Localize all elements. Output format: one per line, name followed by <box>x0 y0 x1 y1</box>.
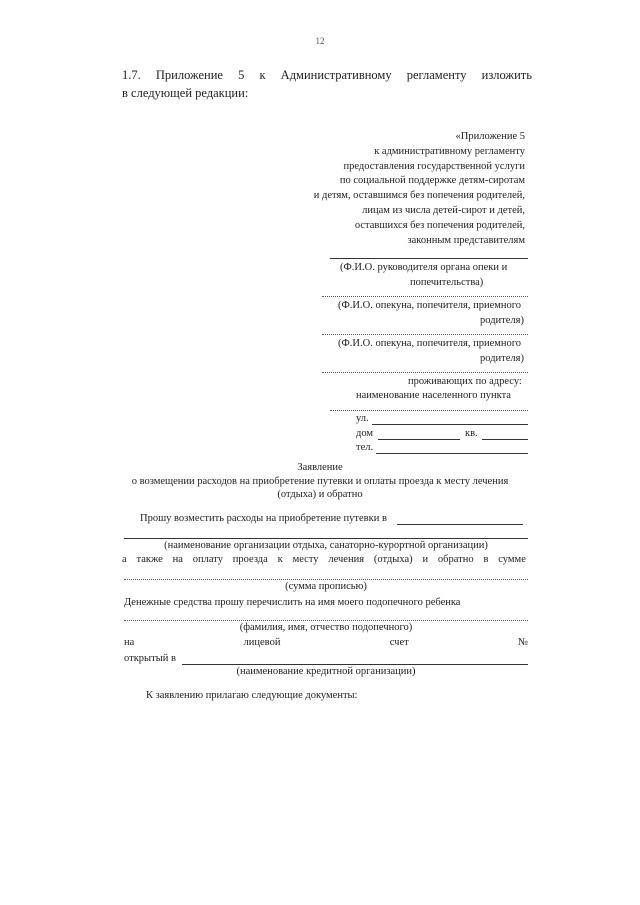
guardian-2-caption-1: (Ф.И.О. опекуна, попечителя, приемного <box>338 338 522 349</box>
house-line[interactable] <box>378 439 460 440</box>
guardian-1-caption-2: родителя) <box>480 315 524 326</box>
travel-word: в <box>483 554 489 565</box>
travel-word: проезда <box>232 554 268 565</box>
statement-subtitle-2: (отдыха) и обратно <box>277 489 363 500</box>
travel-word: оплату <box>192 554 223 565</box>
apt-line[interactable] <box>482 439 528 440</box>
travel-word: и <box>422 554 429 565</box>
intro-word: 1.7. <box>122 68 141 82</box>
sum-caption: (сумма прописью) <box>285 581 367 592</box>
guardian-1-line[interactable] <box>322 296 528 297</box>
head-caption-1: (Ф.И.О. руководителя органа опеки и <box>340 262 508 273</box>
attachments-label: К заявлению прилагаю следующие документы: <box>146 690 358 701</box>
intro-line-2: в следующей редакции: <box>122 86 249 100</box>
travel-word: также <box>136 554 163 565</box>
travel-word: месту <box>292 554 319 565</box>
intro-word: к <box>259 68 266 82</box>
ward-caption: (фамилия, имя, отчество подопечного) <box>239 622 413 633</box>
appendix-header <box>314 130 525 248</box>
travel-word: на <box>172 554 183 565</box>
appendix-header-line: предоставления государственной услуги <box>343 160 525 172</box>
intro-word: Приложение <box>155 68 223 82</box>
bank-caption: (наименование кредитной организации) <box>236 666 416 677</box>
guardian-1-caption-1: (Ф.И.О. опекуна, попечителя, приемного <box>338 300 522 311</box>
street-label: ул. <box>356 413 369 424</box>
apt-label: кв. <box>465 428 478 439</box>
account-word: № <box>517 637 528 648</box>
account-word: на <box>124 637 135 648</box>
travel-word: обратно <box>437 554 474 565</box>
settlement-line[interactable] <box>330 410 528 411</box>
travel-word: лечения <box>328 554 365 565</box>
org-line-2[interactable] <box>124 538 528 539</box>
intro-word: регламенту <box>406 68 467 82</box>
guardian-3-line[interactable] <box>322 372 528 373</box>
travel-word: (отдыха) <box>373 554 413 565</box>
guardian-2-caption-2: родителя) <box>480 353 524 364</box>
travel-word: к <box>277 554 283 565</box>
head-name-line[interactable] <box>330 258 528 259</box>
bank-line[interactable] <box>182 664 528 665</box>
phone-label: тел. <box>356 442 374 453</box>
appendix-header-line: к административному регламенту <box>374 145 525 157</box>
intro-word: Административному <box>280 68 392 82</box>
appendix-header-line: лицам из числа детей-сирот и детей, <box>362 204 525 216</box>
phone-line[interactable] <box>376 453 528 454</box>
appendix-header-line: и детям, оставшимся без попечения родителей, <box>313 190 525 202</box>
org-line-1[interactable] <box>397 524 523 525</box>
intro-word: 5 <box>238 68 245 82</box>
appendix-header-line: законным представителям <box>407 234 525 246</box>
head-caption-2: попечительства) <box>410 277 484 288</box>
intro-line-1 <box>122 68 532 83</box>
request-text: Прошу возместить расходы на приобретение путевки в <box>140 513 387 524</box>
residing-label: проживающих по адресу: <box>408 376 522 387</box>
org-caption: (наименование организации отдыха, санаторно-курортной организации) <box>164 540 488 551</box>
house-label: дом <box>356 428 374 439</box>
travel-word: а <box>122 554 127 565</box>
street-line[interactable] <box>372 424 528 425</box>
guardian-2-line[interactable] <box>322 334 528 335</box>
account-word: лицевой <box>243 637 281 648</box>
statement-subtitle-1: о возмещении расходов на приобретение путевки и оплаты проезда к месту лечения <box>131 476 509 487</box>
ward-line[interactable] <box>124 620 528 621</box>
appendix-header-line: «Приложение 5 <box>455 131 525 142</box>
statement-title: Заявление <box>297 462 343 473</box>
settlement-label: наименование населенного пункта <box>356 390 511 401</box>
intro-word: изложить <box>481 68 532 82</box>
page-number: 12 <box>315 36 325 46</box>
appendix-header-line: по социальной поддержке детям-сиротам <box>339 175 525 187</box>
transfer-text: Денежные средства прошу перечислить на имя моего подопечного ребенка <box>124 597 461 608</box>
appendix-header-line: оставшихся без попечения родителей, <box>354 219 525 231</box>
account-text <box>124 637 528 648</box>
travel-word: сумме <box>498 554 526 565</box>
travel-text <box>122 554 526 565</box>
opened-in-label: открытый в <box>124 653 176 664</box>
account-word: счет <box>389 637 409 648</box>
sum-line[interactable] <box>124 579 528 580</box>
